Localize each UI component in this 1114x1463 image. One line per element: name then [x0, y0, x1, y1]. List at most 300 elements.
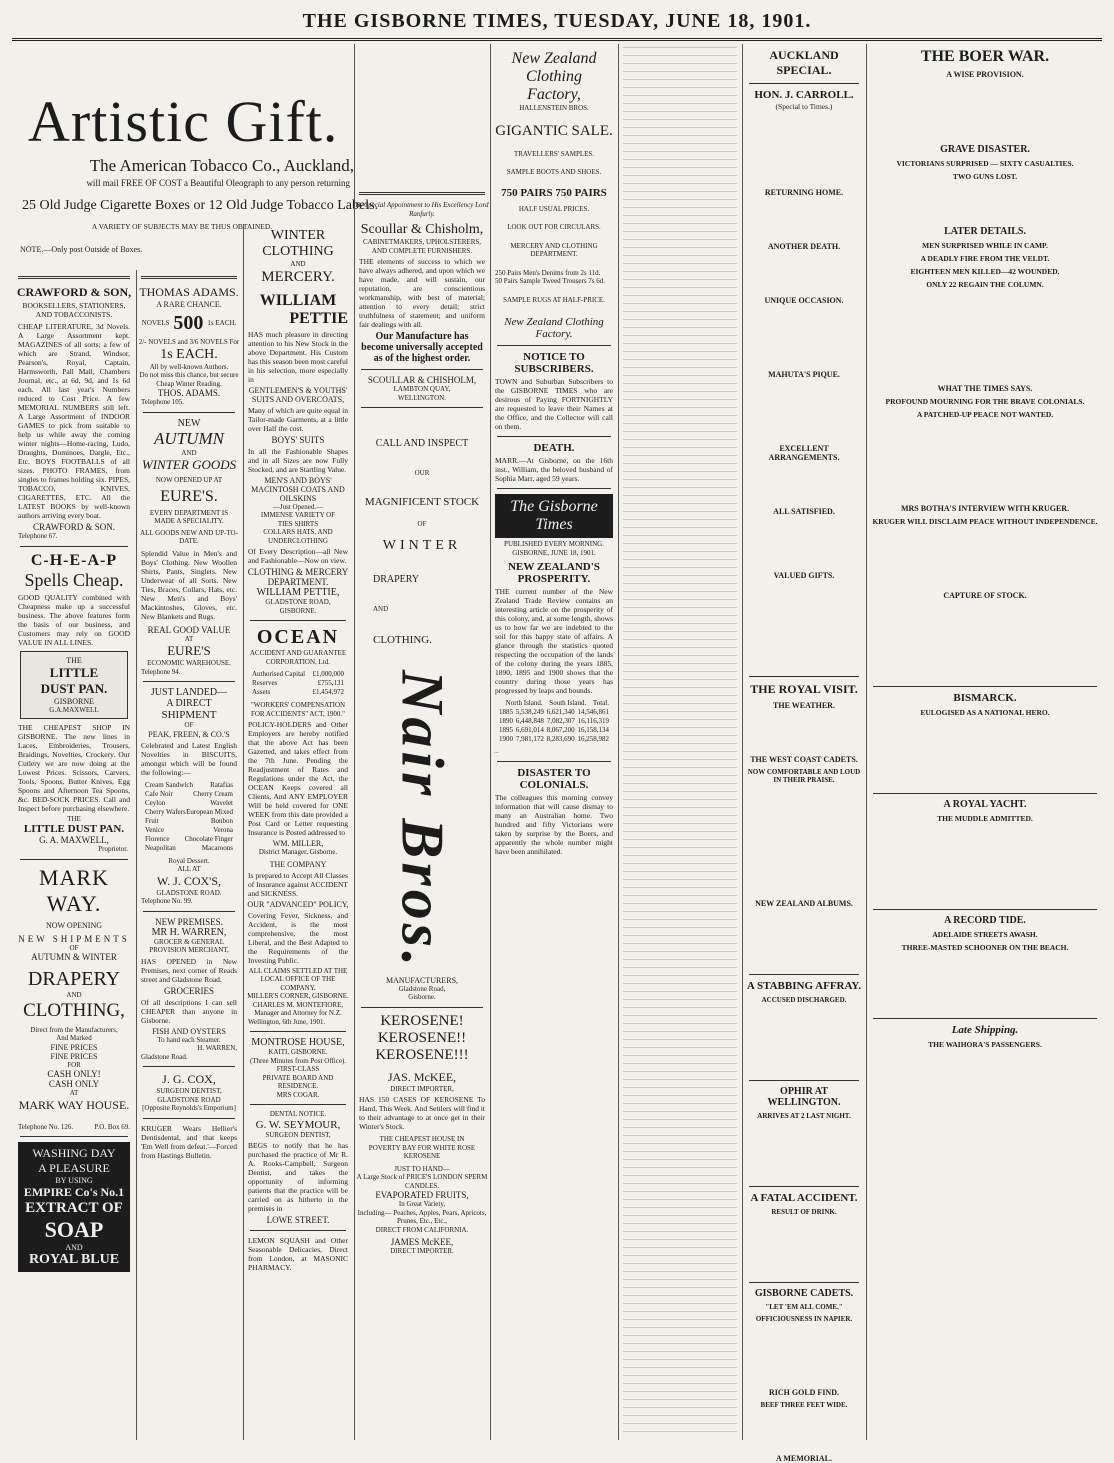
- markway-opening: NOW OPENING: [45, 920, 103, 930]
- nzc-sub: HALLENSTEIN BROS.: [519, 104, 589, 112]
- ocean-sub: ACCIDENT AND GUARANTEE CORPORATION, Ltd.: [249, 649, 347, 666]
- thomas-miss: Do not miss this chance, but secure Cheap Winter Reading.: [139, 371, 239, 388]
- markway-title: MARK WAY.: [38, 864, 109, 916]
- biscuit-row: [145, 826, 233, 835]
- call-drapery: DRAPERY: [373, 574, 420, 585]
- warren-place: Gladstone Road.: [141, 1052, 188, 1061]
- news-filler-14: [746, 1217, 862, 1277]
- jl-of: OF: [184, 721, 194, 729]
- ocean-row-cell: Authorised Capital: [252, 670, 306, 678]
- gig-look: LOOK OUT FOR CIRCULARS.: [507, 223, 601, 231]
- wc-under: UNDERCLOTHING: [268, 536, 328, 545]
- soap-l7: AND: [65, 1243, 83, 1252]
- news-stab: A STABBING AFFRAY.: [746, 980, 862, 992]
- occupation-row: [499, 735, 609, 744]
- seymour-street: LOWE STREET.: [266, 1215, 330, 1225]
- artistic-title: Artistic Gift.: [28, 89, 339, 154]
- pan-line5: G.A.MAXWELL: [49, 705, 99, 714]
- pan-line3: DUST PAN.: [40, 680, 108, 696]
- occupation-row-cell: 5,538,249: [515, 708, 544, 716]
- appt-line: By Special Appointment to His Excellency Lord Ranfurly.: [355, 201, 489, 218]
- nair-manu: MANUFACTURERS,: [385, 975, 459, 985]
- news-later: LATER DETAILS.: [944, 226, 1026, 237]
- thomas-known: All by well-known Authors.: [149, 362, 229, 371]
- wc-mack: MEN'S AND BOYS' MACINTOSH COATS AND OILSKINS: [251, 475, 345, 503]
- dust-pan-logo: [20, 651, 128, 719]
- lemon-ad: LEMON SQUASH and Other Seasonable Delicacies, Direct from London, at MASONIC PHARMACY.: [248, 1236, 348, 1272]
- markway-cash2: CASH ONLY: [48, 1079, 100, 1089]
- news-ophir: OPHIR AT WELLINGTON.: [767, 1086, 841, 1108]
- column-7: [742, 44, 865, 1463]
- ocean-mgr: Manager and Attorney for N.Z.: [254, 1009, 342, 1017]
- wc-dept: CLOTHING & MERCERY DEPARTMENT.: [247, 567, 349, 587]
- gig-pairs: 750 PAIRS 750 PAIRS: [501, 186, 607, 199]
- news-filler-1: [746, 114, 862, 184]
- warren-body: HAS OPENED in New Premises, next corner of Reads street and Gladstone Road.: [141, 956, 237, 984]
- nair-road: Gladstone Road,: [398, 984, 446, 993]
- eure-tel: Telephone 94.: [141, 667, 181, 676]
- pan-line2: LITTLE: [49, 664, 99, 680]
- biscuit-row-cell: Cherry Cream: [193, 789, 233, 798]
- boer-filler-10: [870, 1050, 1100, 1190]
- occupation-row-cell: 14,546,861: [577, 708, 609, 716]
- markway-fine: FINE PRICES: [50, 1042, 98, 1052]
- occupation-table: [499, 699, 609, 744]
- markway-shipments: NEW SHIPMENTS: [18, 933, 130, 944]
- news-mourning: PROFOUND MOURNING FOR THE BRAVE COLONIALS.: [885, 397, 1085, 406]
- crawford-sign: CRAWFORD & SON.: [32, 522, 116, 532]
- biscuit-row: [145, 844, 233, 853]
- thomas-line2: 2/- NOVELS and 3/6 NOVELS For: [138, 338, 240, 346]
- news-guns: TWO GUNS LOST.: [952, 172, 1018, 181]
- column-8: [866, 44, 1103, 1440]
- nair-logo: [355, 666, 489, 976]
- wc-every: Of Every Description—all New and Fashionable—Now on view.: [248, 547, 348, 565]
- eure-special: EVERY DEPARTMENT IS MADE A SPECIALITY.: [149, 508, 229, 525]
- soap-l1: WASHING DAY: [32, 1146, 116, 1160]
- news-wise: A WISE PROVISION.: [946, 70, 1024, 79]
- montrose-three: (Three Minutes from Post Office).: [249, 1056, 347, 1065]
- kero-sign: JAMES McKEE,: [390, 1237, 454, 1247]
- news-filler-10: [746, 785, 862, 895]
- ocean-row: [252, 679, 344, 688]
- news-only: ONLY 22 REGAIN THE COLUMN.: [926, 280, 1044, 289]
- warren-body2: Of all descriptions I can sell CHEAPER than anyone in Gisborne.: [141, 997, 237, 1025]
- occupation-row: [499, 708, 609, 717]
- news-filler-11: [746, 909, 862, 969]
- kero-direct: DIRECT FROM CALIFORNIA.: [375, 1225, 469, 1234]
- occupation-row-cell: 6,691,014: [515, 726, 544, 734]
- lead-body: THE current number of the New Zealand Trade Review contains an interesting article on the prosperity of this colony, and, at some length, shows us to how far we are indebted to the soil for this happy state of affairs. A glance through the statistics quoted respecting the occupation of the lands of the colony during the years 1885, 1890, 1895 and 1900 shows that the country during those years has progressed by leaps and bounds.: [495, 587, 613, 695]
- biscuit-row-cell: Fruit: [145, 816, 159, 825]
- thomas-each: 1s EACH.: [207, 319, 237, 328]
- soap-l6: SOAP: [44, 1217, 104, 1242]
- call-winter: WINTER: [382, 538, 462, 553]
- wc-gent: GENTLEMEN'S & YOUTHS' SUITS AND OVERCOATS,: [248, 385, 348, 404]
- occupation-row-cell: 6,448,848: [515, 717, 544, 725]
- news-acc: ACCUSED DISCHARGED.: [761, 996, 847, 1004]
- column-5: [490, 44, 617, 1440]
- boer-filler-7: [870, 718, 1100, 788]
- eure-opened: NOW OPENED UP AT: [155, 476, 223, 484]
- jl-title: JUST LANDED—: [150, 687, 228, 698]
- news-filler-2: [746, 198, 862, 238]
- occupation-row-cell: 8,067,200: [546, 726, 575, 734]
- occupation-row-cell: 1885: [499, 708, 513, 716]
- biscuit-row: [145, 781, 233, 790]
- call-our: OUR: [414, 469, 430, 477]
- jl-cox: W. J. COX'S,: [156, 873, 222, 888]
- call-clothing: CLOTHING.: [373, 633, 432, 646]
- pan-line1: THE: [66, 655, 82, 665]
- news-another: ANOTHER DEATH.: [767, 242, 841, 251]
- cox-trade: SURGEON DENTIST,: [156, 1087, 222, 1095]
- eure-winter: WINTER GOODS: [141, 457, 237, 472]
- warren-trade: GROCER & GENERAL PROVISION MERCHANT,: [149, 937, 229, 954]
- news-filler-6: [746, 463, 862, 503]
- occupation-row-cell: 8,283,690: [546, 735, 575, 743]
- news-filler-12: [746, 1005, 862, 1075]
- soap-l3: BY USING: [55, 1176, 93, 1185]
- wc-body: HAS much pleasure in directing attention to his New Stock in the above Department. His Custom has this season been most careful in his selection, more especially in: [248, 329, 348, 384]
- news-filler-3: [746, 252, 862, 292]
- montrose-title: MONTROSE HOUSE,: [251, 1037, 345, 1048]
- wc-and: AND: [290, 260, 306, 268]
- occupation-row-cell: 1890: [499, 717, 513, 725]
- news-times: WHAT THE TIMES SAYS.: [937, 384, 1033, 393]
- biscuit-row-cell: Ceylon: [145, 798, 166, 807]
- news-waihora: THE WAIHORA'S PASSENGERS.: [928, 1040, 1042, 1049]
- cheap-sign1: THE: [67, 814, 81, 823]
- cheap-body: GOOD QUALITY combined with Cheapness make up a successful business. The above features form the basis of our business, and Customers may rely on GOOD VALUE IN ALL LINES.: [18, 592, 130, 647]
- boer-filler-2: [870, 182, 1100, 222]
- lead-title: NEW ZEALAND'S PROSPERITY.: [508, 561, 600, 585]
- boer-filler-3: [870, 290, 1100, 380]
- paper-title: The Gisborne Times: [495, 494, 613, 538]
- boer-filler-5: [870, 527, 1100, 587]
- column-4: [354, 44, 489, 1440]
- wc-t1: WINTER CLOTHING: [262, 228, 334, 259]
- biscuit-row-cell: European Mixed: [186, 807, 233, 816]
- eure-autumn: AUTUMN: [154, 428, 224, 448]
- ocean-body3: Covering Fever, Sickness, and Accident, is the most comprehensive, the most Liberal, and the Best Adapted to the Requirements of the Investing Public.: [248, 910, 348, 965]
- thomas-novels: NOVELS: [141, 319, 170, 328]
- warren-hand: To hand each Steamer.: [157, 1035, 221, 1044]
- biscuit-row-cell: Venice: [145, 825, 165, 834]
- column-6: [618, 44, 741, 1440]
- jl-tel: Telephone No. 99.: [141, 897, 193, 905]
- wc-t2: MERCERY.: [261, 268, 335, 285]
- wc-ties: TIES SHIRTS: [277, 519, 319, 528]
- markway-clothing: CLOTHING,: [23, 999, 125, 1021]
- disaster-title: DISASTER TO COLONIALS.: [517, 767, 591, 791]
- soap-l4: EMPIRE Co's No.1: [23, 1185, 125, 1199]
- gig-merc: MERCERY AND CLOTHING DEPARTMENT.: [510, 241, 598, 258]
- thomas-500: 500: [173, 312, 204, 334]
- ocean-row-cell: Reserves: [252, 679, 278, 687]
- notice-title: NOTICE TO SUBSCRIBERS.: [514, 351, 594, 375]
- news-unique: UNIQUE OCCASION.: [764, 296, 844, 305]
- news-special: (Special to Times.): [775, 102, 833, 111]
- gig-l1: 250 Pairs Men's Denims from 2s 11d.: [495, 268, 601, 277]
- news-bismarck: BISMARCK.: [953, 692, 1017, 704]
- death-body: MARR.—At Gisborne, on the 16th inst., William, the beloved husband of Sophia Marr, aged 59 years.: [495, 456, 613, 483]
- news-rich: RICH GOLD FIND.: [768, 1388, 839, 1397]
- ocean-comp: "WORKERS' COMPENSATION FOR ACCIDENTS" ACT, 1900.": [250, 701, 346, 718]
- ocean-sign: WM. MILLER,: [272, 839, 324, 848]
- news-allsat: ALL SATISFIED.: [773, 507, 835, 516]
- biscuit-row: [145, 835, 233, 844]
- ocean-role: District Manager, Gisborne.: [258, 848, 338, 856]
- wc-boysb: In all the Fashionable Shapes and in all Sizes are now Fully Stocked, and are Startling Value.: [248, 446, 348, 474]
- news-arrives: ARRIVES AT 2 LAST NIGHT.: [757, 1112, 851, 1120]
- news-filler-8: [746, 581, 862, 671]
- news-memorial: A MEMORIAL.: [776, 1454, 832, 1463]
- artistic-company: The American Tobacco Co., Auckland,: [89, 156, 354, 175]
- ocean-capital: [252, 670, 344, 697]
- thomas-one: 1s EACH.: [160, 346, 218, 362]
- biscuit-row: [145, 799, 233, 808]
- biscuit-row-cell: Florence: [145, 834, 170, 843]
- eure-name: EURE'S.: [160, 487, 218, 505]
- news-letem: "LET 'EM ALL COME.": [765, 1303, 843, 1311]
- montrose-pvt: PRIVATE BOARD AND RESIDENCE.: [262, 1073, 334, 1090]
- wc-name: WILLIAM: [259, 291, 337, 309]
- scoullar-manu: Our Manufacture has become universally accepted as of the highest order.: [361, 331, 483, 364]
- occupation-row-cell: 16,116,319: [577, 717, 609, 725]
- news-comfort: NOW COMFORTABLE AND LOUD IN THEIR PRAISE.: [747, 768, 861, 784]
- news-shipping: Late Shipping.: [951, 1024, 1019, 1036]
- ocean-miller: MILLER'S CORNER, GISBORNE.: [247, 992, 349, 1000]
- occupation-row-cell: 1900: [499, 735, 513, 743]
- news-yacht: A ROYAL YACHT.: [943, 799, 1027, 810]
- occupation-row-cell: 1895: [499, 726, 513, 734]
- boer-filler-6: [870, 601, 1100, 681]
- kero-3: KEROSENE!!!: [375, 1046, 469, 1063]
- warren-groc: GROCERIES: [163, 985, 214, 996]
- disaster-body: The colleagues this morning convey information that will cause dismay to many an Australian home. Two hundred and fifty Victorians were taken by surprise by the Boers, and apparently the whole number might have been annihilated.: [495, 793, 613, 856]
- occupation-row-cell: 6,621,340: [546, 708, 575, 716]
- markway-po: P.O. Box 69.: [94, 1122, 130, 1131]
- kero-great: In Great Variety,: [398, 1200, 446, 1208]
- pan-line4: GISBORNE: [53, 696, 94, 706]
- jl-place: GLADSTONE ROAD.: [156, 888, 222, 897]
- boer-filler-1: [870, 80, 1100, 140]
- markway-for: FOR: [67, 1060, 81, 1069]
- filler-text-5a: ...: [494, 748, 499, 755]
- montrose-first: FIRST-CLASS: [276, 1065, 320, 1073]
- call-l2: MAGNIFICENT STOCK: [364, 495, 480, 508]
- nzc-t2: Factory,: [527, 86, 581, 103]
- wc-coll: COLLARS HATS, AND: [263, 528, 333, 536]
- news-botha: MRS BOTHA'S INTERVIEW WITH KRUGER.: [900, 504, 1070, 513]
- news-fatal: A FATAL ACCIDENT.: [750, 1192, 858, 1204]
- eure-real: REAL GOOD VALUE: [147, 624, 231, 635]
- jl-royal: Royal Dessert.: [168, 856, 210, 865]
- wc-boys: BOYS' SUITS: [271, 434, 325, 445]
- markway-tel: Telephone No. 126.: [18, 1122, 74, 1131]
- column-2: [136, 270, 241, 1440]
- news-adelaide: ADELAIDE STREETS AWASH.: [932, 930, 1038, 939]
- nair-town: Gisborne.: [408, 993, 436, 1001]
- markway-cash: CASH ONLY!: [47, 1069, 101, 1079]
- ocean-row: [252, 670, 344, 679]
- news-filler-16: [746, 1410, 862, 1450]
- eure-at: AT: [184, 634, 194, 643]
- call-of: OF: [417, 519, 427, 528]
- eure-new: NEW: [177, 417, 201, 429]
- cox-name: J. G. COX,: [162, 1072, 216, 1086]
- markway-at: AT: [69, 1089, 79, 1097]
- gig-rugs: SAMPLE RUGS AT HALF-PRICE.: [503, 295, 605, 304]
- seymour-title: DENTAL NOTICE.: [269, 1110, 327, 1118]
- montrose-mrs: MRS COGAR.: [276, 1090, 320, 1099]
- occupation-row: [499, 717, 609, 726]
- news-patched: A PATCHED-UP PEACE NOT WANTED.: [916, 410, 1054, 419]
- occupation-row: [499, 699, 609, 708]
- occupation-row-cell: 16,158,134: [577, 726, 609, 734]
- news-discl: KRUGER WILL DISCLAIM PEACE WITHOUT INDEPENDENCE.: [872, 517, 1098, 526]
- markway-direct: Direct from the Manufacturers,: [30, 1025, 118, 1034]
- cheap-sign4: Proprietor.: [98, 845, 128, 853]
- news-fire: A DEADLY FIRE FROM THE VELDT.: [920, 254, 1050, 263]
- call-l1: CALL AND INSPECT: [375, 438, 469, 449]
- biscuit-row-cell: Macaroons: [201, 843, 233, 852]
- news-carroll: HON. J. CARROLL.: [754, 89, 854, 101]
- ocean-row-cell: £1,000,000: [312, 670, 344, 678]
- wc-immense: IMMENSE VARIETY OF: [260, 511, 336, 519]
- crawford-body: CHEAP LITERATURE, 3d Novels. A Large Assortment kept. MAGAZINES of all sorts; a few of which are Strand, Windsor, Pearson's, Royal, Captain, Harmsworth, Pall Mall, Chambers Journal, etc., at 6d, 9d, and 1s 6d each. All last year's Numbers reduced to Cost Price. A few MEMORIAL NUMBERS still left. A Large Assortment of INDOOR GAMES to pick from suitable to help us while away the coming winter nights—Home-racing, Ludo, Draughts, Dominoes, Dargle, Etc., Etc. BOYS FOOTBALLS of all sizes. PHOTO FRAMES, from singles to frames holding six. PIPES, TOBACCO, KNIVES, CIGARETTES, ETC. All the LATEST BOOKS by well-known authors arriving every boat.: [18, 322, 130, 520]
- kero-just: JUST TO HAND—: [394, 1164, 450, 1173]
- column-6-text: [623, 44, 737, 1434]
- news-schooner: THREE-MASTED SCHOONER ON THE BEACH.: [901, 943, 1069, 952]
- artistic-line3: A VARIETY OF SUBJECTS MAY BE THUS OBTAINED.: [91, 222, 273, 231]
- markway-aw: AUTUMN & WINTER: [31, 952, 117, 962]
- biscuit-row-cell: Ratafias: [210, 780, 233, 789]
- occupation-row-cell: 16,258,982: [577, 735, 609, 743]
- biscuit-row-cell: Verona: [213, 825, 233, 834]
- crawford-tel: Telephone 67.: [18, 532, 58, 540]
- news-eulogised: EULOGISED AS A NATIONAL HERO.: [920, 708, 1050, 717]
- news-auckland: AUCKLAND SPECIAL.: [769, 48, 839, 77]
- jl-all: ALL AT: [177, 865, 201, 873]
- news-filler-15: [746, 1324, 862, 1384]
- death-title: DEATH.: [533, 442, 575, 454]
- nair-name: Nair Bros.: [389, 670, 456, 971]
- markway-house: MARK WAY HOUSE.: [18, 1097, 130, 1112]
- biscuit-row-cell: Wavelet: [210, 798, 233, 807]
- thomas-chance: A RARE CHANCE.: [156, 300, 222, 309]
- news-royal: THE ROYAL VISIT.: [750, 682, 858, 696]
- gig-l2: 50 Pairs Sample Tweed Trousers 7s 6d.: [495, 277, 606, 285]
- biscuit-row-cell: Neapolitan: [145, 843, 176, 852]
- news-boer: THE BOER WAR.: [920, 48, 1050, 65]
- wc-town: GISBORNE.: [279, 606, 317, 615]
- column-1: [14, 270, 134, 1440]
- ocean-mont: CHARLES M. MONTEFIORE,: [252, 1000, 344, 1009]
- biscuit-list: [145, 781, 233, 853]
- warren-sign: H. WARREN,: [197, 1044, 237, 1052]
- soap-l2: A PLEASURE: [38, 1161, 110, 1175]
- ocean-company: THE COMPANY: [269, 859, 327, 869]
- thomas-tel: Telephone 105.: [141, 398, 185, 406]
- scoullar-sign: SCOULLAR & CHISHOLM,: [367, 375, 477, 385]
- news-record: A RECORD TIDE.: [944, 915, 1026, 926]
- cox-place: GLADSTONE ROAD: [157, 1095, 221, 1104]
- notice-body: TOWN and Suburban Subscribers to the GISBORNE TIMES who are desirous of Paying FORTNIGHTLY are requested to leave their Names at the Office, and the Collector will call on them.: [495, 377, 613, 431]
- kero-cheap: THE CHEAPEST HOUSE IN POVERTY BAY FOR WHITE ROSE KEROSENE: [368, 1135, 476, 1160]
- markway-marked: And Marked: [56, 1034, 92, 1042]
- biscuit-row: [145, 817, 233, 826]
- ocean-title: OCEAN: [256, 626, 340, 648]
- thomas-sign: THOS. ADAMS.: [157, 388, 221, 398]
- occupation-row-cell: South Island.: [549, 699, 587, 707]
- occupation-row: [499, 726, 609, 735]
- kero-role: DIRECT IMPORTER,: [390, 1084, 454, 1093]
- ocean-body2: Is prepared to Accept All Classes of Insurance against ACCIDENT and SICKNESS.: [248, 870, 348, 898]
- ocean-row-cell: £755,131: [317, 679, 344, 687]
- warren-name: MR H. WARREN,: [151, 926, 227, 938]
- occupation-row-cell: 7,981,172: [515, 735, 544, 743]
- news-filler-4: [746, 306, 862, 366]
- jl-body: Celebrated and Latest English Novelties in BISCUITS, amongst which will be found the following:—: [141, 740, 237, 777]
- wc-many: Many of which are quite equal in Tailor-made Garments, at a little over Half the cost.: [248, 405, 348, 433]
- wc-road: GLADSTONE ROAD,: [265, 598, 331, 606]
- masthead: THE GISBORNE TIMES, TUESDAY, JUNE 18, 1901.: [12, 6, 1102, 41]
- boer-filler-8: [870, 824, 1100, 904]
- nzc-t1: New Zealand Clothing: [511, 50, 597, 85]
- biscuit-row-cell: Cafe Noir: [145, 789, 173, 798]
- kero-body: HAS 150 CASES OF KEROSENE To Hand, This Week. And Settlers will find it to their advantage to at once get in their Winter's Stock.: [359, 1095, 485, 1131]
- artistic-note: NOTE.—Only post Outside of Boxes.: [20, 245, 143, 254]
- news-weather: THE WEATHER.: [773, 701, 835, 710]
- ocean-date: Wellington, 6th June, 1901.: [248, 1017, 326, 1026]
- gig-half: HALF USUAL PRICES.: [518, 204, 590, 213]
- seymour-body: BEGS to notify that he has purchased the practice of Mr R. A. Rooks-Campbell, Surgeon Dentist, and takes the opportunity of informing patients that the practice will be carried on as hitherto in the premises in: [248, 1141, 348, 1213]
- news-filler-9: [746, 711, 862, 751]
- jl-shipment: SHIPMENT: [161, 709, 217, 721]
- news-mahuta: MAHUTA'S PIQUE.: [768, 370, 840, 379]
- wc-just: —Just Opened.—: [272, 502, 324, 511]
- cheap-title: C-H-E-A-P: [30, 551, 118, 569]
- news-eighteen: EIGHTEEN MEN KILLED—42 WOUNDED.: [910, 267, 1060, 276]
- kero-2: KEROSENE!!: [377, 1029, 467, 1046]
- ocean-body: POLICY-HOLDERS and Other Employers are hereby notified that the above Act has been Gazetted, and takes effect from the 7th June. Pending the Readjustment of Rates and Regulations under the Act, the OCEAN Keeps covered all Clients, And ANY EMPLOYER Will be held covered for ONE WEEK from this date provided a Post Card or Letter requesting Insurance is Posted addressed to: [248, 720, 348, 837]
- biscuit-row-cell: Cream Sandwich: [145, 780, 194, 789]
- markway-drapery: DRAPERY: [27, 968, 121, 990]
- gig-title: GIGANTIC SALE.: [495, 122, 613, 139]
- seymour-role: SURGEON DENTIST,: [265, 1130, 331, 1139]
- cheap-sign3: G. A. MAXWELL,: [39, 835, 109, 845]
- cheap-body2: THE CHEAPEST SHOP IN GISBORNE. The new lines in Laces, Embroideries, Trousers, Braidings, Novelties, Crockery. Our Cutlery we are now doing at the Lowest Prices. Scissors, Carvers, Tools, Spoons, Butter Knives, Egg Spoons and Afternoon Tea Spoons, &c. BED-SOCK PRICES. Call and Inspect before purchasing elsewhere.: [18, 722, 130, 813]
- eure-and: AND: [181, 448, 197, 457]
- scoullar-body: THE elements of success to which we have always adhered, and upon which we have made, and will sustain, our reputation, are conscientious workmanship, with best of material; attention to every detail; strict truthfulness of statement; and uniform fair dealings with all.: [359, 257, 485, 329]
- soap-l8: ROYAL BLUE: [28, 1252, 120, 1267]
- occupation-row-cell: 7,082,307: [546, 717, 575, 725]
- wc-name2: PETTIE: [289, 309, 348, 327]
- jl-peak: PEAK, FREEN, & CO.'S: [148, 729, 230, 739]
- column-3: [243, 224, 352, 1440]
- markway-of: OF: [69, 943, 79, 952]
- call-and: AND: [373, 605, 389, 613]
- montrose-place: KAITI, GISBORNE.: [268, 1048, 328, 1056]
- biscuit-row: [145, 808, 233, 817]
- news-camp: MEN SURPRISED WHILE IN CAMP.: [922, 241, 1048, 250]
- occupation-row-cell: Total.: [592, 699, 609, 707]
- gig-trav: TRAVELLERS' SAMPLES.: [513, 149, 595, 158]
- crawford-sub: BOOKSELLERS, STATIONERS, AND TOBACCONISTS.: [22, 301, 126, 319]
- news-albums: NEW ZEALAND ALBUMS.: [755, 899, 853, 908]
